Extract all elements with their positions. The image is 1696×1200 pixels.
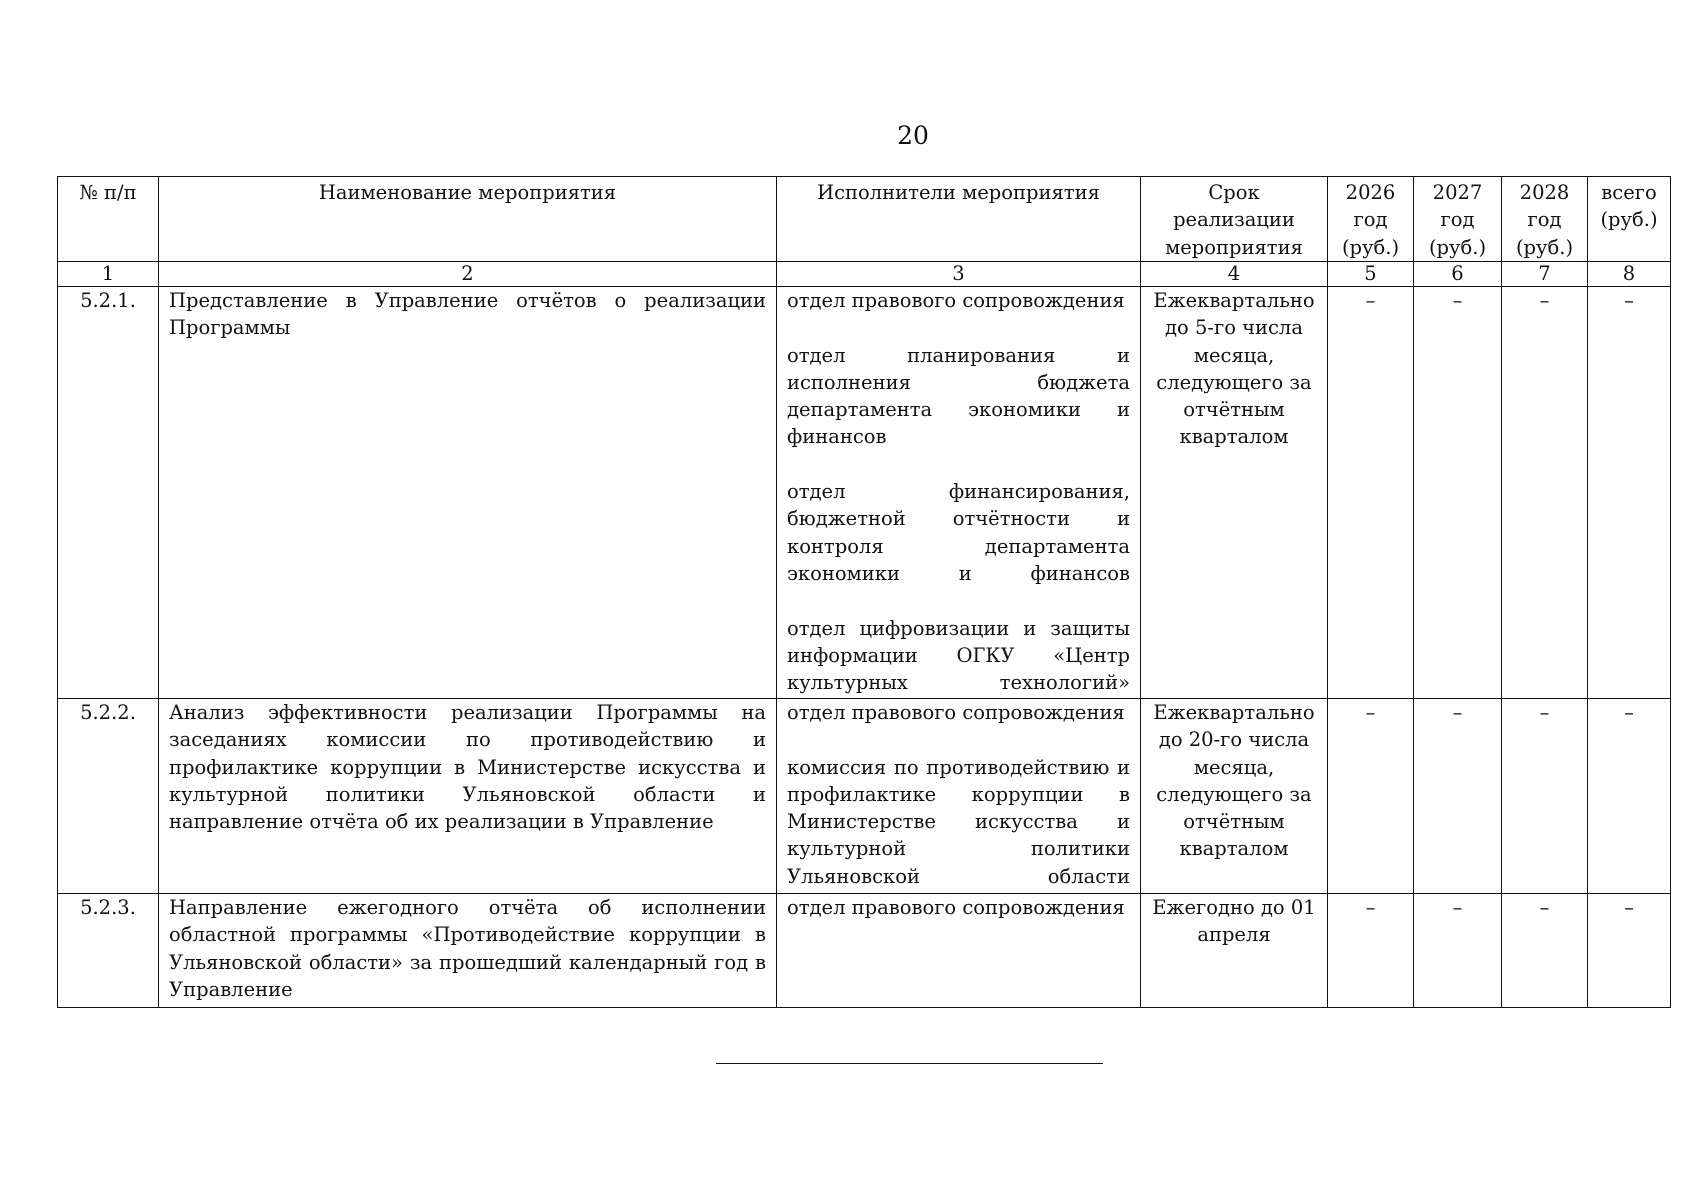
activity-name: Представление в Управление отчётов о реализации Программы	[159, 287, 777, 699]
activity-name: Направление ежегодного отчёта об исполнении областной программы «Противодействие коррупции в Ульяновской области» за прошедший календарный год в Управление	[159, 894, 777, 1008]
executor-item: отдел правового сопровождения	[787, 289, 1125, 312]
header-2027: 2027 год (руб.)	[1414, 177, 1502, 262]
page-number: 20	[897, 121, 929, 150]
term-cell: Ежеквартально до 5-го числа месяца, следующего за отчётным кварталом	[1141, 287, 1328, 699]
table-row	[58, 894, 1671, 1008]
column-number: 2	[159, 262, 777, 287]
row-number: 5.2.2.	[58, 699, 159, 894]
column-number: 4	[1141, 262, 1328, 287]
executors-cell	[777, 699, 1141, 894]
activities-table	[57, 176, 1671, 1008]
amount-2028: –	[1502, 894, 1588, 1008]
header-2028: 2028 год (руб.)	[1502, 177, 1588, 262]
row-number: 5.2.1.	[58, 287, 159, 699]
term-cell: Ежеквартально до 20-го числа месяца, следующего за отчётным кварталом	[1141, 699, 1328, 894]
header-row	[58, 177, 1671, 262]
amount-2027: –	[1414, 699, 1502, 894]
column-number: 1	[58, 262, 159, 287]
column-number: 3	[777, 262, 1141, 287]
column-number: 8	[1588, 262, 1671, 287]
column-number: 7	[1502, 262, 1588, 287]
column-number: 6	[1414, 262, 1502, 287]
amount-total: –	[1588, 894, 1671, 1008]
header-executors: Исполнители мероприятия	[777, 177, 1141, 262]
executor-item: отдел правового сопровождения	[787, 701, 1125, 724]
header-2026: 2026 год (руб.)	[1328, 177, 1414, 262]
activity-name: Анализ эффективности реализации Программы на заседаниях комиссии по противодействию и профилактике коррупции в Министерстве искусства и культурной политики Ульяновской области и направление отчёта об их реализации в Управление	[159, 699, 777, 894]
executor-item: отдел финансирования, бюджетной отчётности и контроля департамента экономики и финансов	[787, 480, 1130, 585]
table-row	[58, 287, 1671, 699]
table-row	[58, 699, 1671, 894]
amount-2026: –	[1328, 699, 1414, 894]
amount-2027: –	[1414, 287, 1502, 699]
header-total: всего (руб.)	[1588, 177, 1671, 262]
amount-total: –	[1588, 699, 1671, 894]
executor-item: отдел планирования и исполнения бюджета департамента экономики и финансов	[787, 343, 1130, 449]
term-cell: Ежегодно до 01 апреля	[1141, 894, 1328, 1008]
executors-cell	[777, 287, 1141, 699]
amount-2028: –	[1502, 287, 1588, 699]
amount-2027: –	[1414, 894, 1502, 1008]
executors-cell	[777, 894, 1141, 1008]
column-number-row	[58, 262, 1671, 287]
header-name: Наименование мероприятия	[159, 177, 777, 262]
amount-total: –	[1588, 287, 1671, 699]
closing-rule-line	[716, 1063, 1103, 1064]
header-term: Срок реализации мероприятия	[1141, 177, 1328, 262]
executor-item: отдел правового сопровождения	[787, 896, 1125, 919]
amount-2028: –	[1502, 699, 1588, 894]
executor-item: комиссия по противодействию и профилактике коррупции в Министерстве искусства и культурной политики Ульяновской области	[787, 755, 1130, 888]
amount-2026: –	[1328, 894, 1414, 1008]
amount-2026: –	[1328, 287, 1414, 699]
header-num: № п/п	[58, 177, 159, 262]
executor-item: отдел цифровизации и защиты информации ОГКУ «Центр культурных технологий»	[787, 616, 1130, 695]
column-number: 5	[1328, 262, 1414, 287]
row-number: 5.2.3.	[58, 894, 159, 1008]
